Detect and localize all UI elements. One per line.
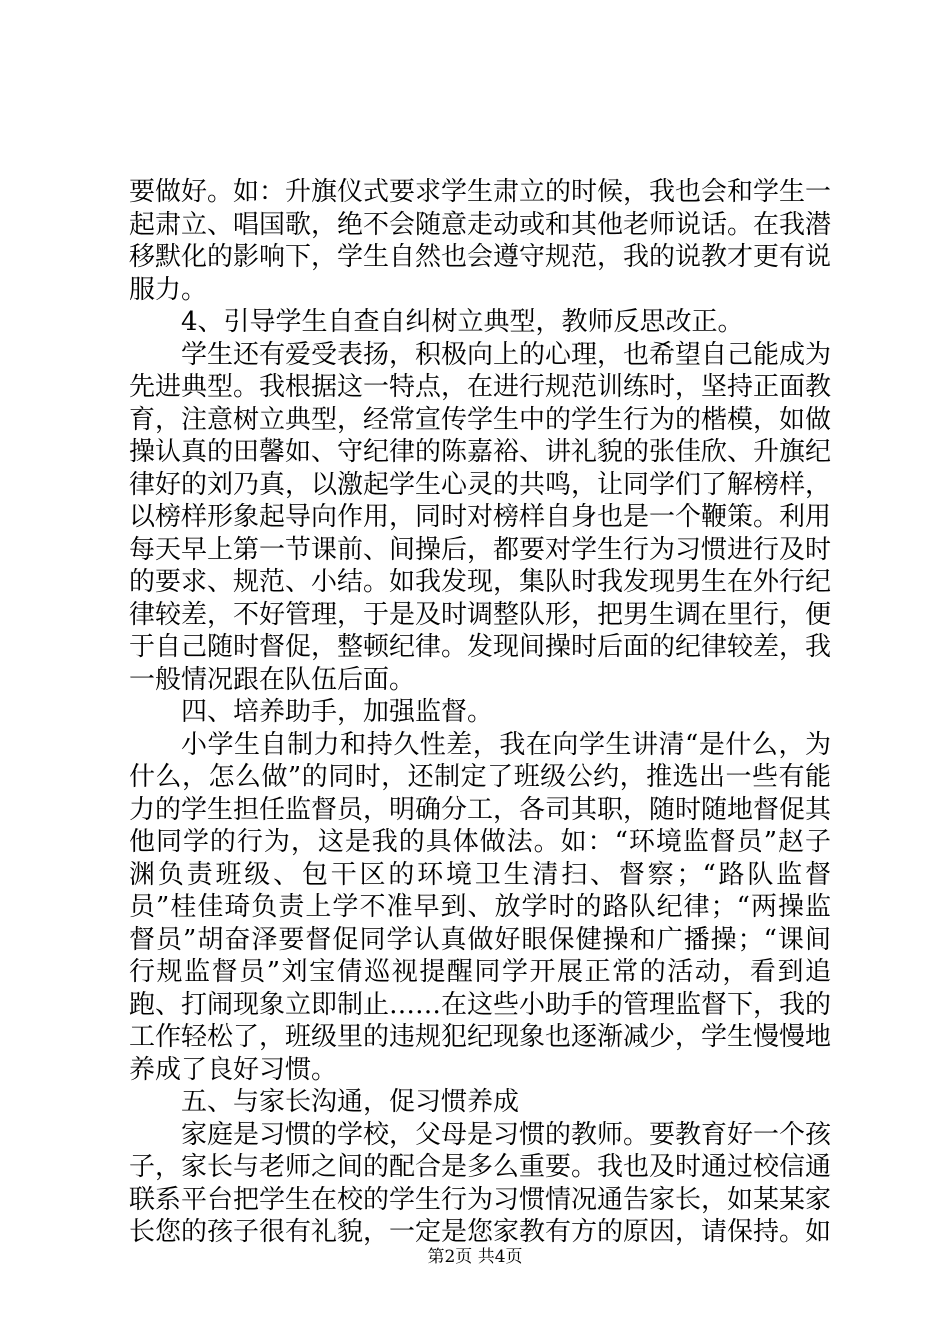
paragraph-1: 要做好。如：升旗仪式要求学生肃立的时候，我也会和学生一起肃立、唱国歌，绝不会随意走动或和其他老师说话。在我潜移默化的影响下，学生自然也会遵守规范，我的说教才更有说服力。 xyxy=(129,177,832,305)
paragraph-2: 4、引导学生自查自纠树立典型，教师反思改正。 xyxy=(181,307,744,337)
paragraph-3: 学生还有爱受表扬，积极向上的心理，也希望自己能成为先进典型。我根据这一特点，在进行规范训练时，坚持正面教育，注意树立典型，经常宣传学生中的学生行为的楷模，如做操认真的田馨如、守纪律的陈嘉裕、讲礼貌的张佳欣、升旗纪律好的刘乃真，以激起学生心灵的共鸣，让同学们了解榜样，以榜样形象起导向作用，同时对榜样自身也是一个鞭策。利用每天早上第一节课前、间操后，都要对学生行为习惯进行及时的要求、规范、小结。如我发现，集队时我发现男生在外行纪律较差，不好管理，于是及时调整队形，把男生调在里行，便于自己随时督促，整顿纪律。发现间操时后面的纪律较差，我一般情况跟在队伍后面。 xyxy=(129,339,832,695)
paragraph-5: 小学生自制力和持久性差，我在向学生讲清“是什么，为什么，怎么做”的同时，还制定了班级公约，推选出一些有能力的学生担任监督员，明确分工，各司其职，随时随地督促其他同学的行为，这是我的具体做法。如：“环境监督员”赵子渊负责班级、包干区的环境卫生清扫、督察；“路队监督员”桂佳琦负责上学不准早到、放学时的路队纪律；“两操监督员”胡奋泽要督促同学认真做好眼保健操和广播操；“课间行规监督员”刘宝倩巡视提醒同学开展正常的活动，看到追跑、打闹现象立即制止……在这些小助手的管理监督下，我的工作轻松了，班级里的违规犯纪现象也逐渐减少，学生慢慢地养成了良好习惯。 xyxy=(129,729,832,1085)
paragraph-7: 家庭是习惯的学校，父母是习惯的教师。要教育好一个孩子，家长与老师之间的配合是多么重要。我也及时通过校信通联系平台把学生在校的学生行为习惯情况通告家长，如某某家长您的孩子很有礼貌，一定是您家教有方的原因，请保持。如 xyxy=(129,1119,832,1247)
paragraph-4: 四、培养助手，加强监督。 xyxy=(181,697,494,727)
paragraph-6: 五、与家长沟通，促习惯养成 xyxy=(181,1087,520,1117)
document-body xyxy=(129,176,831,1249)
page-footer: 第2页 共4页 xyxy=(427,1247,523,1267)
